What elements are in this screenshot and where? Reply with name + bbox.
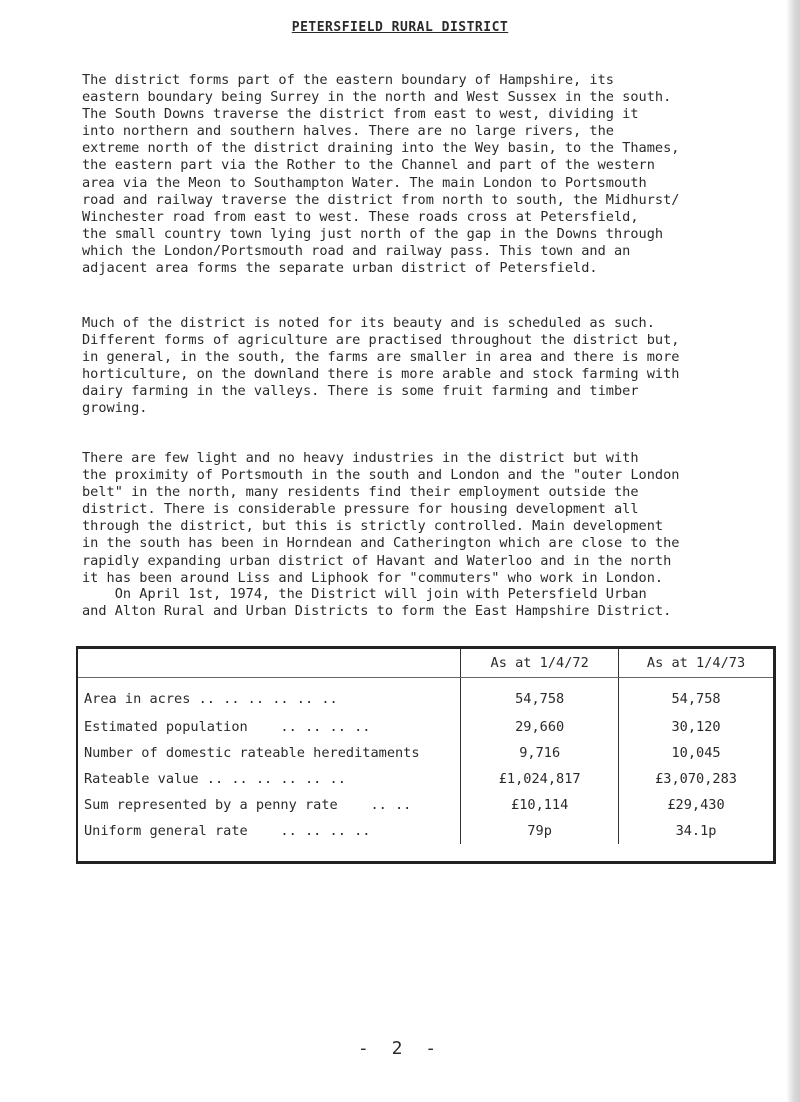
table-row — [78, 714, 773, 740]
paragraph-agriculture — [82, 315, 772, 418]
table-cell: £3,070,283 — [619, 766, 773, 792]
paragraph-line: road and railway traverse the district from north to south, the Midhurst/ — [82, 191, 680, 208]
table-row — [78, 792, 773, 818]
table-row-label: Rateable value .. .. .. .. .. .. — [84, 771, 346, 787]
table-row — [78, 740, 773, 766]
paragraph-line: Different forms of agriculture are practised throughout the district but, — [82, 332, 680, 349]
paragraph-line: district. There is considerable pressure for housing development all — [82, 501, 639, 518]
paragraph-reorganisation — [82, 586, 772, 620]
table-row-label: Estimated population .. .. .. .. — [84, 719, 371, 735]
table-row-label: Area in acres .. .. .. .. .. .. — [84, 691, 338, 707]
table-cell: 10,045 — [619, 740, 773, 766]
paragraph-line: and Alton Rural and Urban Districts to form the East Hampshire District. — [82, 603, 672, 620]
paragraph-line: horticulture, on the downland there is more arable and stock farming with — [82, 366, 680, 383]
table-cell: 30,120 — [619, 714, 773, 740]
table-cell: £29,430 — [619, 792, 773, 818]
table-row — [78, 818, 773, 844]
table-header-cell: As at 1/4/72 — [461, 649, 619, 678]
page-edge-shadow — [786, 0, 800, 1102]
table-cell: 9,716 — [461, 740, 619, 766]
paragraph-line: the small country town lying just north of the gap in the Downs through — [82, 225, 664, 242]
table-row-label: Sum represented by a penny rate .. .. — [84, 797, 412, 813]
table-row — [78, 678, 773, 715]
paragraph-line: On April 1st, 1974, the District will join with Petersfield Urban — [82, 586, 647, 602]
table-row — [78, 766, 773, 792]
paragraph-line: belt" in the north, many residents find their employment outside the — [82, 484, 639, 501]
page-title: PETERSFIELD RURAL DISTRICT — [291, 20, 509, 35]
paragraph-line: rapidly expanding urban district of Havant and Waterloo and in the north — [82, 552, 672, 569]
table-row-label: Number of domestic rateable hereditaments — [84, 745, 420, 761]
table-cell: 79p — [461, 818, 619, 844]
statistics-table — [78, 649, 773, 844]
paragraph-line: The district forms part of the eastern boundary of Hampshire, its — [82, 72, 614, 88]
paragraph-line: it has been around Liss and Liphook for "commuters" who work in London. — [82, 569, 664, 586]
paragraph-line: There are few light and no heavy industries in the district but with — [82, 450, 639, 466]
table-row-label: Uniform general rate .. .. .. .. — [84, 823, 371, 839]
paragraph-line: eastern boundary being Surrey in the north and West Sussex in the south. — [82, 89, 672, 106]
paragraph-line: Much of the district is noted for its beauty and is scheduled as such. — [82, 315, 655, 331]
paragraph-line: growing. — [82, 400, 148, 417]
table-cell: £1,024,817 — [461, 766, 619, 792]
table-cell: £10,114 — [461, 792, 619, 818]
paragraph-line: in the south has been in Horndean and Catherington which are close to the — [82, 535, 680, 552]
paragraph-line: the eastern part via the Rother to the Channel and part of the western — [82, 157, 655, 174]
paragraph-line: extreme north of the district draining into the Wey basin, to the Thames, — [82, 140, 680, 157]
paragraph-line: through the district, but this is strictly controlled. Main development — [82, 518, 664, 535]
page-number: - 2 - — [357, 1038, 443, 1059]
table-cell: 54,758 — [461, 678, 619, 715]
paragraph-line: into northern and southern halves. There are no large rivers, the — [82, 123, 614, 140]
paragraph-line: The South Downs traverse the district from east to west, dividing it — [82, 106, 639, 123]
paragraph-line: Winchester road from east to west. These roads cross at Petersfield, — [82, 208, 639, 225]
table-header-cell — [78, 649, 461, 678]
table-header-row — [78, 649, 773, 678]
paragraph-line: the proximity of Portsmouth in the south and London and the "outer London — [82, 467, 680, 484]
paragraph-line: area via the Meon to Southampton Water. The main London to Portsmouth — [82, 174, 647, 191]
paragraph-line: in general, in the south, the farms are smaller in area and there is more — [82, 349, 680, 366]
table-cell: 54,758 — [619, 678, 773, 715]
paragraph-industry — [82, 450, 772, 587]
table-cell: 34.1p — [619, 818, 773, 844]
paragraph-line: which the London/Portsmouth road and railway pass. This town and an — [82, 242, 631, 259]
paragraph-geography — [82, 72, 772, 277]
table-cell: 29,660 — [461, 714, 619, 740]
table-header-cell: As at 1/4/73 — [619, 649, 773, 678]
paragraph-line: adjacent area forms the separate urban district of Petersfield. — [82, 260, 598, 277]
paragraph-line: dairy farming in the valleys. There is some fruit farming and timber — [82, 383, 639, 400]
